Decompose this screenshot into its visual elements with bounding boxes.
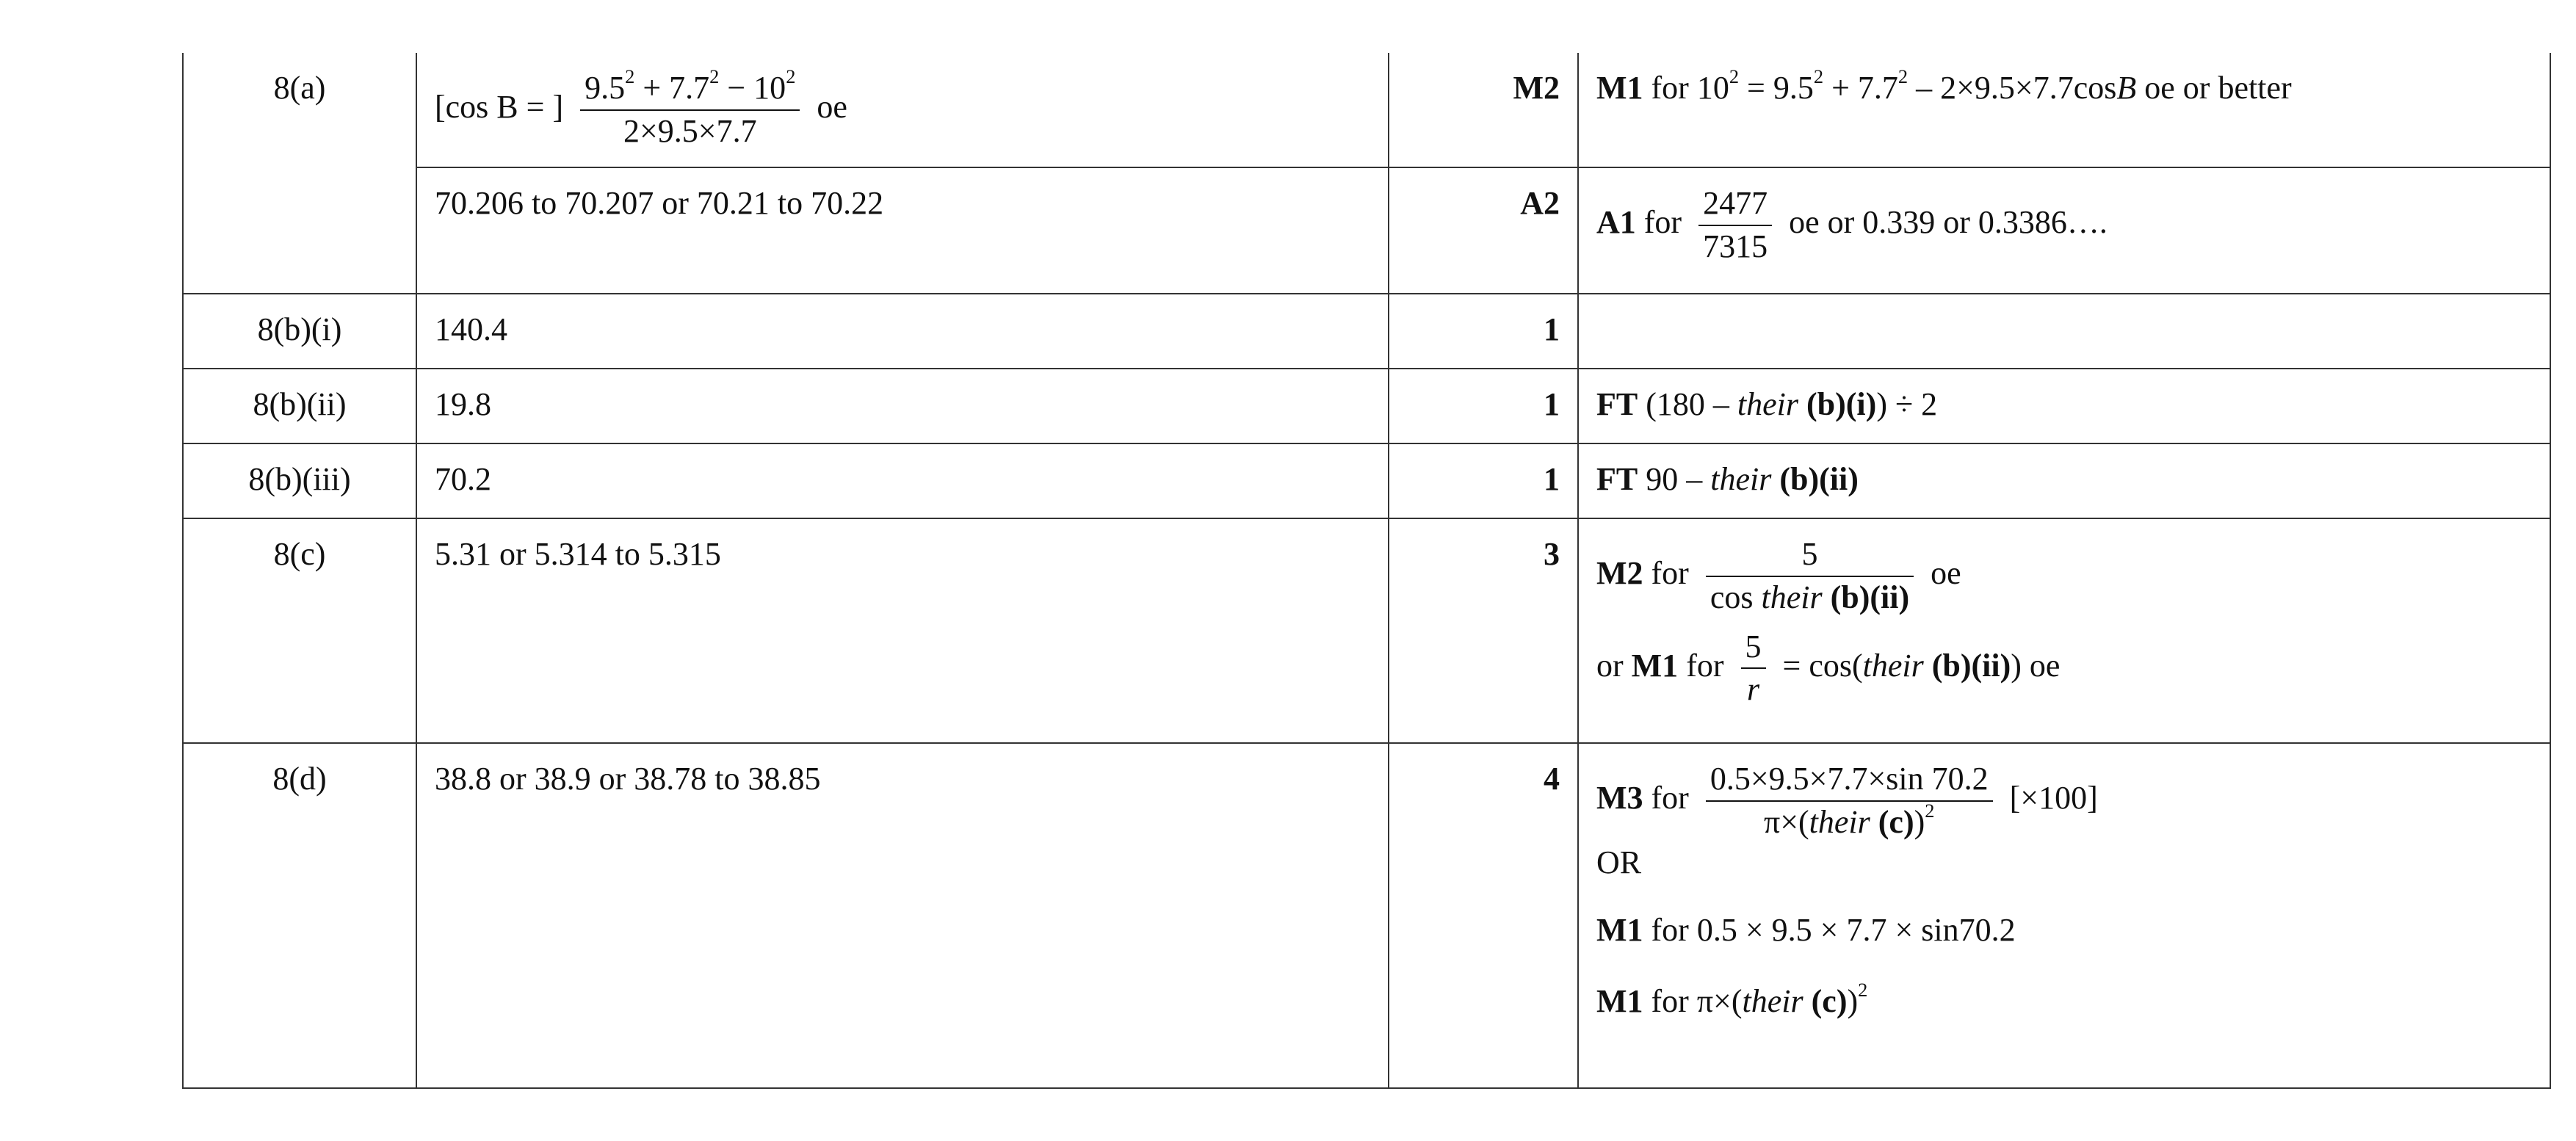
fraction-numerator: 2477 [1698, 184, 1772, 226]
fraction-numerator: 0.5×9.5×7.7×sin 70.2 [1706, 760, 1993, 802]
guidance-text: [×100] [2009, 779, 2098, 816]
table-row [183, 294, 2550, 369]
mark-code: FT [1596, 461, 1638, 497]
guidance-line [1596, 628, 2532, 710]
marks-cell: 1 [1389, 369, 1578, 443]
guidance-text: for [1651, 779, 1689, 816]
mark-code: M3 [1596, 779, 1643, 816]
mark-scheme-table [182, 53, 2551, 1089]
fraction-denominator: π×(their (c))$^2$ [1763, 799, 1935, 840]
table-row [183, 167, 2550, 294]
guidance-cell [1578, 518, 2550, 743]
mark-code: M2 [1596, 554, 1643, 591]
guidance-text: or [1596, 647, 1624, 684]
mark-code: FT [1596, 386, 1638, 422]
fraction-denominator: cos their (b)(ii) [1710, 579, 1910, 615]
fraction-denominator: r [1746, 671, 1760, 708]
fraction-numerator: 5 [1741, 628, 1766, 670]
guidance-cell [1578, 743, 2550, 1088]
answer-cell: 70.2 [416, 443, 1389, 518]
guidance-text: for [1651, 554, 1689, 591]
fraction-numerator: 5 [1706, 535, 1914, 577]
question-number: 8(b)(i) [183, 294, 416, 369]
marks-cell: 1 [1389, 294, 1578, 369]
guidance-line: M1 for π×(their (c))$^2$ [1596, 979, 1868, 1020]
guidance-or: OR [1596, 844, 1642, 880]
answer-suffix: oe [817, 88, 847, 125]
guidance-line: M1 for 0.5 × 9.5 × 7.7 × sin70.2 [1596, 912, 2016, 949]
answer-cell: 38.8 or 38.9 or 38.78 to 38.85 [416, 743, 1389, 1088]
guidance-cell: FT (180 – their (b)(i)) ÷ 2 [1578, 369, 2550, 443]
answer-prefix: [cos B = ] [435, 88, 564, 125]
answer-cell: 140.4 [416, 294, 1389, 369]
marks-cell: M2 [1389, 53, 1578, 167]
answer-cell: 19.8 [416, 369, 1389, 443]
fraction-denominator: 7315 [1703, 228, 1768, 264]
mark-code: A1 [1596, 203, 1636, 240]
marks-cell: 4 [1389, 743, 1578, 1088]
guidance-cell: FT 90 – their (b)(ii) [1578, 443, 2550, 518]
guidance-text: oe [1931, 554, 1961, 591]
question-number: 8(d) [183, 743, 416, 1088]
table-row [183, 369, 2550, 443]
marks-cell: A2 [1389, 167, 1578, 294]
guidance-fraction [1698, 184, 1772, 267]
question-number: 8(b)(ii) [183, 369, 416, 443]
answer-cell: 5.31 or 5.314 to 5.315 [416, 518, 1389, 743]
guidance-text: for [1643, 203, 1682, 240]
marks-cell: 3 [1389, 518, 1578, 743]
guidance-text: = cos(their (b)(ii)) oe [1782, 647, 2061, 684]
mark-code: M1 [1596, 983, 1643, 1020]
guidance-text: oe or 0.339 or 0.3386…. [1789, 203, 2108, 240]
table-row [183, 443, 2550, 518]
mark-code: M1 [1596, 70, 1643, 106]
question-number: 8(b)(iii) [183, 443, 416, 518]
guidance-cell [1578, 167, 2550, 294]
guidance-line [1596, 535, 2532, 617]
fraction-denominator: 2×9.5×7.7 [623, 112, 757, 149]
mark-code: M1 [1596, 912, 1643, 949]
question-number: 8(a) [183, 53, 416, 294]
answer-cell: 70.206 to 70.207 or 70.21 to 70.22 [416, 167, 1389, 294]
question-number: 8(c) [183, 518, 416, 743]
guidance-text: for [1686, 647, 1724, 684]
guidance-fraction [1706, 535, 1914, 617]
guidance-line [1596, 760, 2532, 842]
guidance-fraction [1706, 760, 1993, 842]
mark-code: M1 [1631, 647, 1679, 684]
answer-fraction [580, 65, 800, 151]
table-row [183, 53, 2550, 167]
table-row [183, 743, 2550, 1088]
marks-cell: 1 [1389, 443, 1578, 518]
guidance-cell: M1 for $10^2 = 9.5^2 + 7.7^2 - 2\times 9.5\times 7.7\cos B$ oe or better [1578, 53, 2550, 167]
table-row [183, 518, 2550, 743]
answer-cell [416, 53, 1389, 167]
guidance-cell [1578, 294, 2550, 369]
guidance-fraction [1741, 628, 1766, 710]
fraction-numerator: $9.5^2 + 7.7^2 - 10^2$ [580, 69, 800, 111]
